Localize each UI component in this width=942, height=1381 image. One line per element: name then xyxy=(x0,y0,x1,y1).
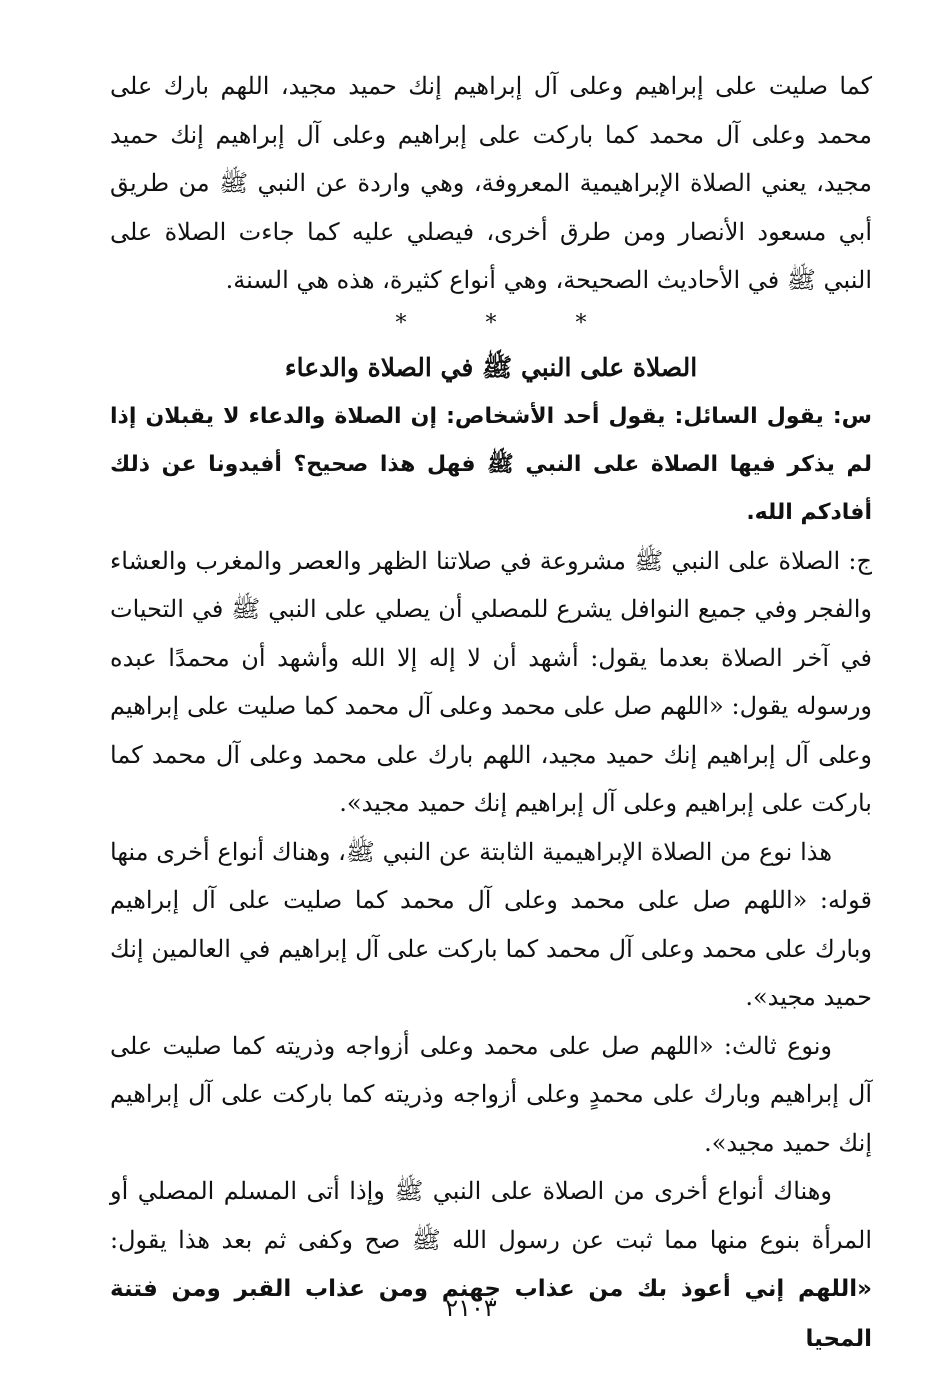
answer-paragraph-4-text: وهناك أنواع أخرى من الصلاة على النبي ﷺ وإذا أتى المسلم المصلي أو المرأة بنوع منها مما ثبت عن رسول الله ﷺ صح وكفى ثم بعد هذا يقول: xyxy=(110,1177,872,1254)
intro-paragraph: كما صليت على إبراهيم وعلى آل إبراهيم إنك حميد مجيد، اللهم بارك على محمد وعلى آل محمد كما باركت على إبراهيم وعلى آل إبراهيم إنك حميد مجيد، يعني الصلاة الإبراهيمية المعروفة، وهي واردة عن النبي ﷺ من طريق أبي مسعود الأنصار ومن طرق أخرى، فيصلي عليه كما جاءت الصلاة على النبي ﷺ في الأحاديث الصحيحة، وهي أنواع كثيرة، هذه هي السنة. xyxy=(110,72,873,294)
separator-star: * xyxy=(575,310,587,336)
separator-star: * xyxy=(395,310,407,336)
section-title: الصلاة على النبي ﷺ في الصلاة والدعاء xyxy=(284,352,698,382)
separator-star: * xyxy=(485,310,497,336)
page-number: ٢١٠٣ xyxy=(445,1294,497,1322)
answer-paragraph-3: ونوع ثالث: «اللهم صل على محمد وعلى أزواجه وذريته كما صليت على آل إبراهيم وبارك على محمدٍ وعلى أزواجه وذريته كما باركت على آل إبراهيم إنك حميد مجيد». xyxy=(110,1031,872,1157)
question-paragraph: س: يقول السائل: يقول أحد الأشخاص: إن الصلاة والدعاء لا يقبلان إذا لم يذكر فيها الصلاة على النبي ﷺ فهل هذا صحيح؟ أفيدونا عن ذلك أفادكم الله. xyxy=(110,403,872,525)
answer-paragraph-1: ج: الصلاة على النبي ﷺ مشروعة في صلاتنا الظهر والعصر والمغرب والعشاء والفجر وفي جميع النوافل يشرع للمصلي أن يصلي على النبي ﷺ في التحيات في آخر الصلاة بعدما يقول: أشهد أن لا إله إلا الله وأشهد أن محمدًا عبده ورسوله يقول: «اللهم صل على محمد وعلى آل محمد كما صليت على إبراهيم وعلى آل إبراهيم إنك حميد مجيد، اللهم بارك على محمد وعلى آل محمد كما باركت على إبراهيم وعلى آل إبراهيم إنك حميد مجيد». xyxy=(110,546,872,817)
page-content xyxy=(110,62,872,1363)
answer-paragraph-4 xyxy=(110,1167,872,1363)
supplication-bold-text: «اللهم إني أعوذ بك من عذاب جهنم ومن عذاب القبر ومن فتنة المحيا xyxy=(110,1276,872,1352)
answer-paragraph-2: هذا نوع من الصلاة الإبراهيمية الثابتة عن النبي ﷺ، وهناك أنواع أخرى منها قوله: «اللهم صل على محمد وعلى آل محمد كما صليت على آل إبراهيم وبارك على محمد وعلى آل محمد كما باركت على آل إبراهيم في العالمين إنك حميد مجيد». xyxy=(110,837,872,1011)
section-separator xyxy=(110,305,872,343)
